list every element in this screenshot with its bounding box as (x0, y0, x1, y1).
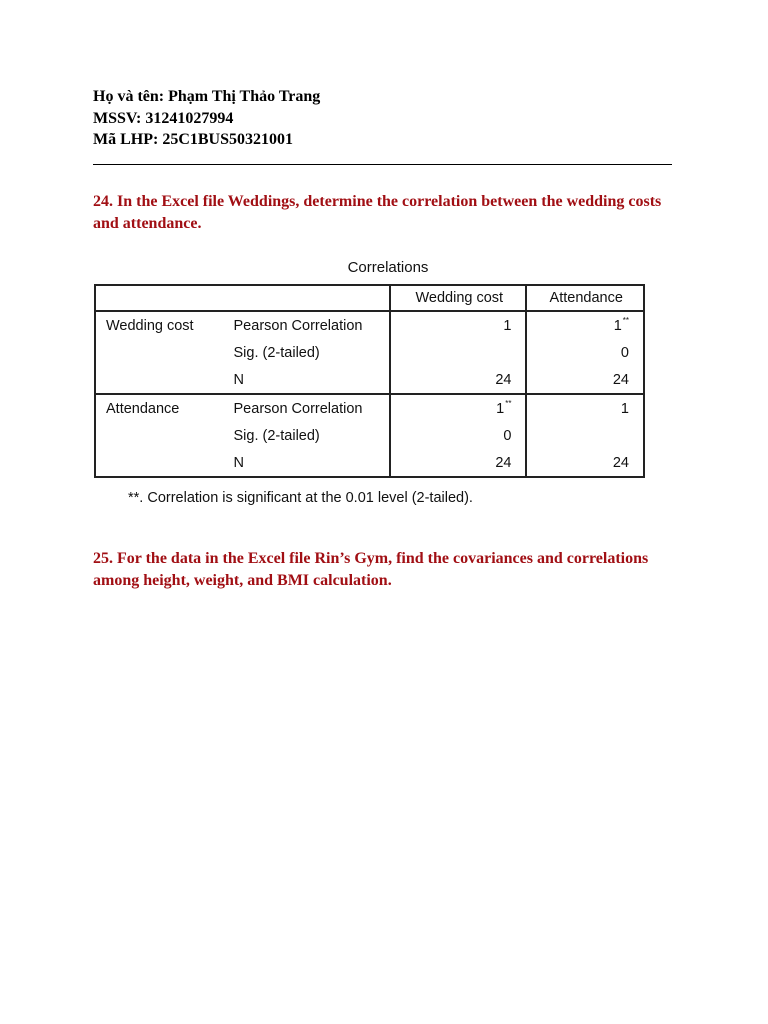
cell-value: 24 (390, 449, 526, 477)
cell-value: 24 (526, 449, 644, 477)
class-code: Mã LHP: 25C1BUS50321001 (93, 131, 293, 148)
question-24: 24. In the Excel file Weddings, determine the correlation between the wedding costs and attendance. (93, 193, 662, 232)
row-stat-label: Pearson Correlation (233, 400, 363, 417)
column-header-wedding-cost: Wedding cost (390, 285, 526, 311)
header-blank (95, 285, 224, 311)
row-group-label (95, 366, 224, 394)
table-row (95, 366, 644, 394)
row-group-label (95, 339, 224, 366)
row-stat-label: Sig. (2-tailed) (233, 427, 320, 444)
table-row (95, 422, 644, 449)
row-stat-label: N (233, 454, 244, 471)
row-stat-label: Sig. (2-tailed) (233, 344, 320, 361)
correlations-table (94, 284, 645, 478)
cell-value: 0 (390, 422, 526, 449)
table-row (95, 449, 644, 477)
significance-mark: ** (505, 398, 512, 408)
cell-value: 24 (390, 366, 526, 394)
significance-mark: ** (622, 315, 629, 325)
table-row (95, 339, 644, 366)
row-group-label (95, 449, 224, 477)
correlations-output (94, 258, 646, 506)
cell-value (526, 422, 644, 449)
table-footnote: **. Correlation is significant at the 0.01 level (2-tailed). (128, 490, 473, 506)
table-header-row (95, 285, 644, 311)
header-blank (224, 285, 391, 311)
row-group-label: Attendance (106, 400, 180, 417)
row-stat-label: Pearson Correlation (233, 317, 363, 334)
cell-value: 0 (526, 339, 644, 366)
cell-value: 24 (526, 366, 644, 394)
row-group-label: Wedding cost (106, 317, 194, 334)
row-stat-label: N (224, 366, 391, 394)
separator-line (93, 164, 672, 165)
row-group-label (95, 422, 224, 449)
table-row (95, 394, 644, 422)
cell-value: 1** (390, 394, 526, 422)
column-header-attendance: Attendance (526, 285, 644, 311)
question-25: 25. For the data in the Excel file Rin’s Gym, find the covariances and correlations among height, weight, and BMI calculation. (93, 550, 649, 589)
cell-value: 1** (526, 311, 644, 339)
cell-value (390, 339, 526, 366)
student-id: MSSV: 31241027994 (93, 109, 234, 127)
table-title: Correlations (347, 259, 429, 276)
cell-value: 1 (390, 311, 526, 339)
student-name: Họ và tên: Phạm Thị Thảo Trang (93, 88, 321, 105)
student-info (93, 86, 320, 151)
cell-value: 1 (526, 394, 644, 422)
table-row (95, 311, 644, 339)
